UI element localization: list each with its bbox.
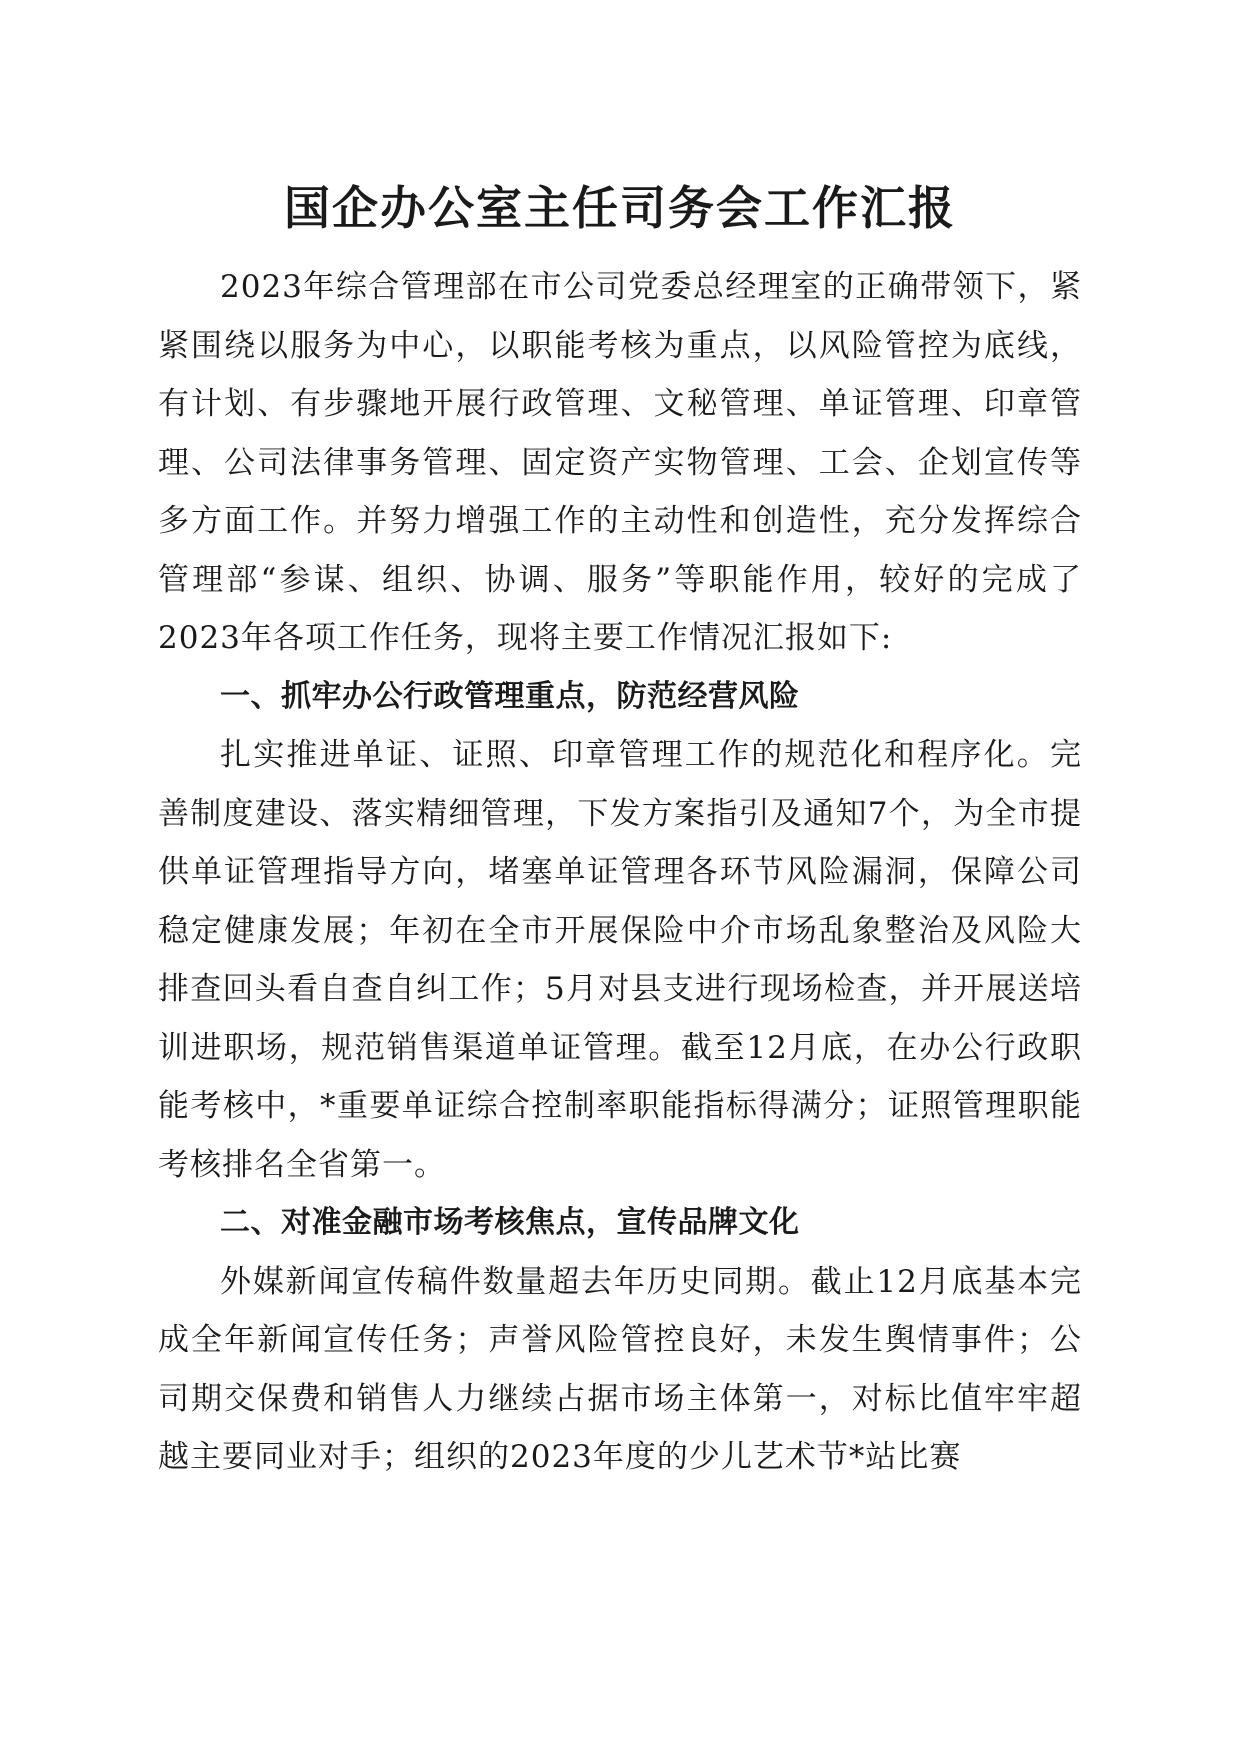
intro-paragraph: 2023年综合管理部在市公司党委总经理室的正确带领下，紧紧围绕以服务为中心，以职能考核为重点，以风险管控为底线，有计划、有步骤地开展行政管理、文秘管理、单证管理、印章管理、公司法律事务管理、固定资产实物管理、工会、企划宣传等多方面工作。并努力增强工作的主动性和创造性，充分发挥综合管理部“参谋、组织、协调、服务”等职能作用，较好的完成了2023年各项工作任务，现将主要工作情况汇报如下: [158, 269, 1082, 656]
section-2-heading: 二、对准金融市场考核焦点，宣传品牌文化 [220, 1205, 800, 1240]
section-1-paragraph: 扎实推进单证、证照、印章管理工作的规范化和程序化。完善制度建设、落实精细管理，下发方案指引及通知7个，为全市提供单证管理指导方向，堵塞单证管理各环节风险漏洞，保障公司稳定健康发展；年初在全市开展保险中介市场乱象整治及风险大排查回头看自查自纠工作；5月对县支进行现场检查，并开展送培训进职场，规范销售渠道单证管理。截至12月底，在办公行政职能考核中，*重要单证综合控制率职能指标得满分；证照管理职能考核排名全省第一。 [158, 737, 1082, 1183]
document-body [158, 258, 1082, 1487]
document-title: 国企办公室主任司务会工作汇报 [284, 181, 956, 235]
section-1-heading: 一、抓牢办公行政管理重点，防范经营风险 [220, 678, 800, 714]
section-2-paragraph: 外媒新闻宣传稿件数量超去年历史同期。截止12月底基本完成全年新闻宣传任务；声誉风险管控良好，未发生舆情事件；公司期交保费和销售人力继续占据市场主体第一，对标比值牢牢超越主要同业对手；组织的2023年度的少儿艺术节*站比赛 [158, 1263, 1082, 1475]
